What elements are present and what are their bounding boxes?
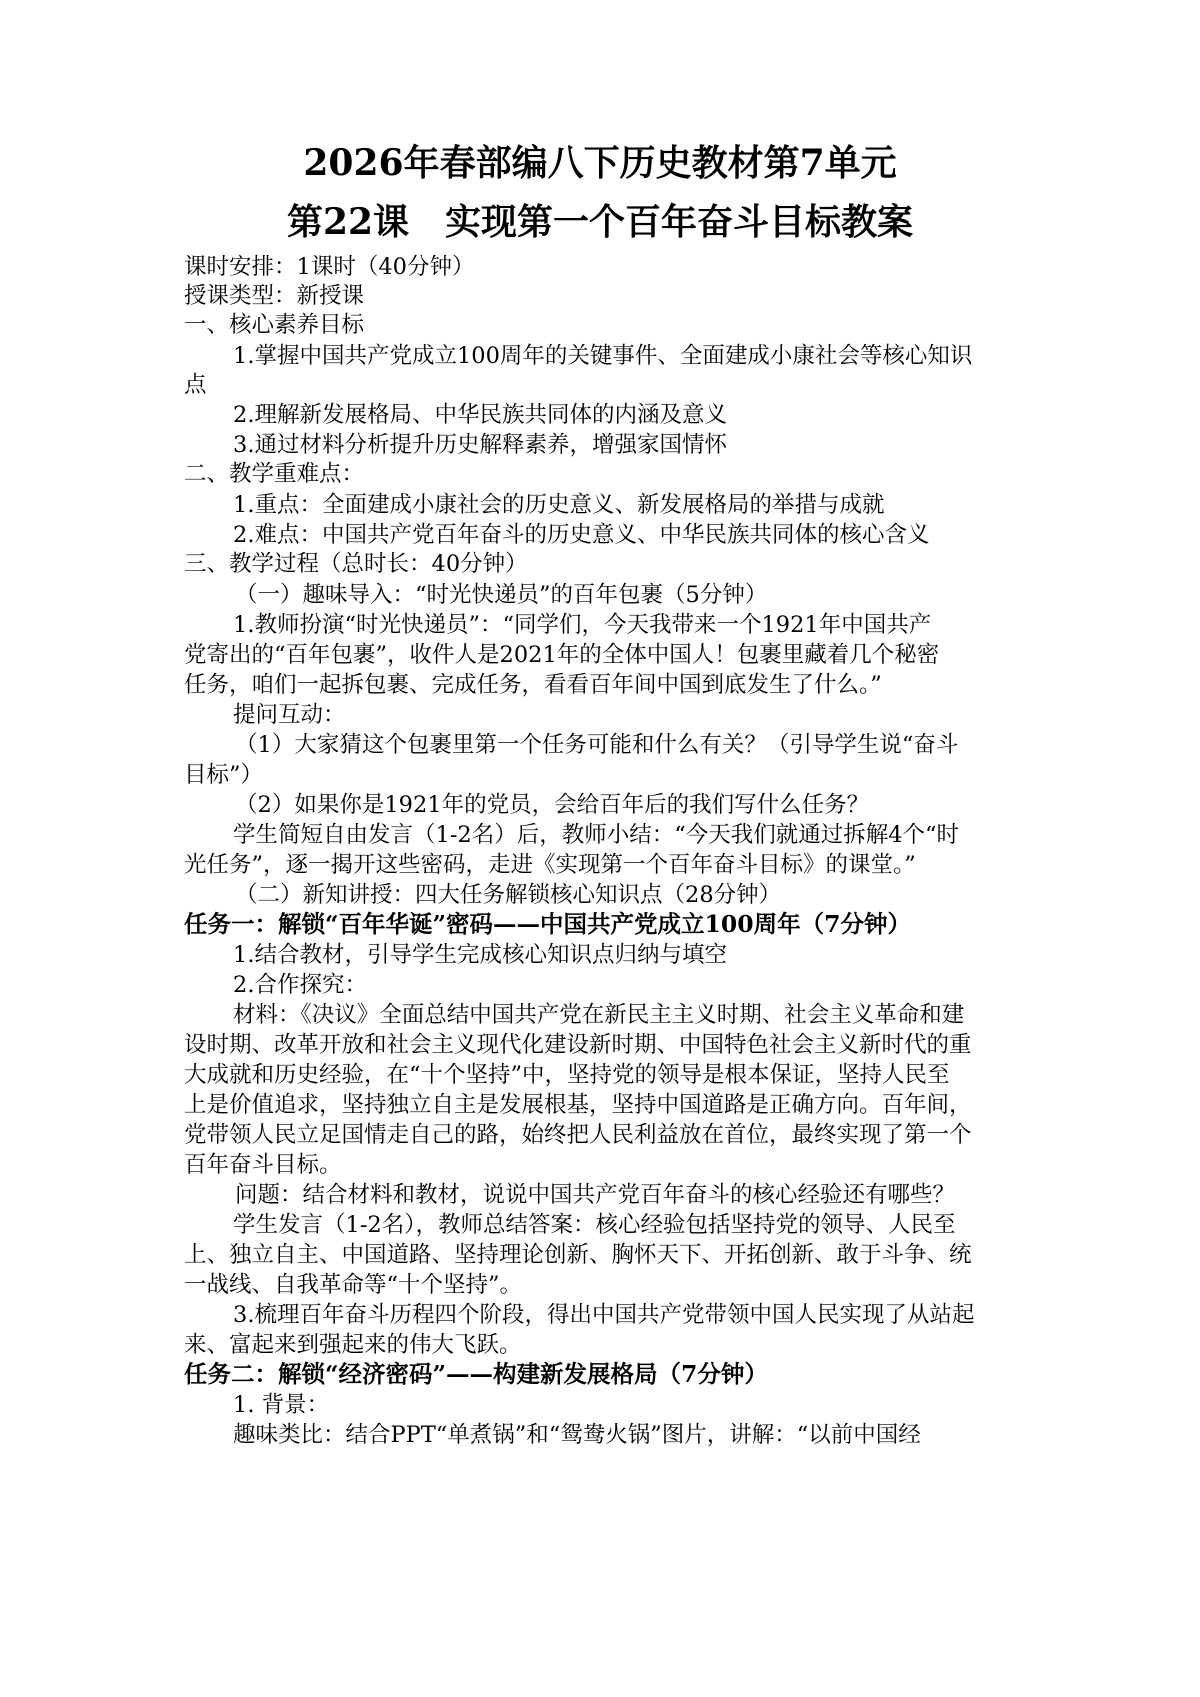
- paragraph-line: 2.合作探究：: [233, 972, 367, 998]
- class-hours: 课时安排：1课时（40分钟）: [184, 254, 475, 280]
- question-1-cont: 目标”）: [184, 762, 264, 788]
- material-line: 党带领人民立足国情走自己的路，始终把人民利益放在首位，最终实现了第一个: [184, 1122, 972, 1148]
- objective-1: 1.掌握中国共产党成立100周年的关键事件、全面建成小康社会等核心知识: [233, 343, 973, 369]
- lesson-type: 授课类型：新授课: [184, 283, 365, 309]
- paragraph-line: 学生简短自由发言（1-2名）后，教师小结：“今天我们就通过拆解4个“时: [233, 822, 960, 848]
- paragraph-line: 党寄出的“百年包裹”，收件人是2021年的全体中国人！包裹里藏着几个秘密: [184, 642, 940, 668]
- material-line: 大成就和历史经验，在“十个坚持”中，坚持党的领导是根本保证，坚持人民至: [184, 1062, 950, 1088]
- material-line: 百年奋斗目标。: [184, 1152, 342, 1178]
- paragraph-line: 一战线、自我革命等“十个坚持”。: [184, 1272, 523, 1298]
- objective-3: 3.通过材料分析提升历史解释素养，增强家国情怀: [233, 432, 727, 458]
- paragraph-line: 来、富起来到强起来的伟大飞跃。: [184, 1332, 522, 1358]
- paragraph-line: 1.教师扮演“时光快递员”：“同学们，今天我带来一个1921年中国共产: [233, 612, 932, 638]
- question-line: 问题：结合材料和教材，说说中国共产党百年奋斗的核心经验还有哪些？: [235, 1182, 956, 1208]
- material-line: 上是价值追求，坚持独立自主是发展根基，坚持中国道路是正确方向。百年间，: [184, 1092, 972, 1118]
- key-point: 1.重点：全面建成小康社会的历史意义、新发展格局的举措与成就: [233, 492, 885, 518]
- document-title-line-2: 第22课 实现第一个百年奋斗目标教案: [286, 201, 914, 243]
- paragraph-line: 任务，咱们一起拆包裹、完成任务，看看百年间中国到底发生了什么。”: [184, 672, 882, 698]
- material-line: 材料：《决议》全面总结中国共产党在新民主主义时期、社会主义革命和建: [233, 1002, 965, 1028]
- task-1-heading: 任务一：解锁“百年华诞”密码——中国共产党成立100周年（7分钟）: [184, 910, 911, 938]
- section-heading-key-points: 二、教学重难点：: [184, 461, 365, 487]
- section-heading-process: 三、教学过程（总时长：40分钟）: [184, 551, 528, 577]
- paragraph-line: 光任务”，逐一揭开这些密码，走进《实现第一个百年奋斗目标》的课堂。”: [184, 852, 916, 878]
- difficult-point: 2.难点：中国共产党百年奋斗的历史意义、中华民族共同体的核心含义: [233, 522, 930, 548]
- paragraph-line: 3.梳理百年奋斗历程四个阶段，得出中国共产党带领中国人民实现了从站起: [233, 1302, 975, 1328]
- subsection-intro: （一）趣味导入：“时光快递员”的百年包裹（5分钟）: [235, 582, 768, 608]
- question-2: （2）如果你是1921年的党员，会给百年后的我们写什么任务？: [235, 792, 870, 818]
- objective-2: 2.理解新发展格局、中华民族共同体的内涵及意义: [233, 402, 727, 428]
- question-1: （1）大家猜这个包裹里第一个任务可能和什么有关？（引导学生说“奋斗: [235, 732, 959, 758]
- subsection-new-knowledge: （二）新知讲授：四大任务解锁核心知识点（28分钟）: [235, 882, 782, 908]
- material-line: 设时期、改革开放和社会主义现代化建设新时期、中国特色社会主义新时代的重: [184, 1032, 972, 1058]
- document-title-line-1: 2026年春部编八下历史教材第7单元: [303, 142, 897, 184]
- section-heading-objectives: 一、核心素养目标: [184, 312, 365, 338]
- paragraph-line: 1.结合教材，引导学生完成核心知识点归纳与填空: [233, 942, 727, 968]
- paragraph-line: 上、独立自主、中国道路、坚持理论创新、胸怀天下、开拓创新、敢于斗争、统: [184, 1242, 972, 1268]
- paragraph-line: 1. 背景：: [233, 1392, 330, 1418]
- paragraph-line: 提问互动：: [233, 702, 346, 728]
- paragraph-line: 趣味类比：结合PPT“单煮锅”和“鸳鸯火锅”图片，讲解：“以前中国经: [233, 1422, 921, 1448]
- paragraph-line: 学生发言（1-2名），教师总结答案：核心经验包括坚持党的领导、人民至: [233, 1212, 956, 1238]
- objective-1-cont: 点: [184, 372, 207, 398]
- task-2-heading: 任务二：解锁“经济密码”——构建新发展格局（7分钟）: [184, 1360, 768, 1388]
